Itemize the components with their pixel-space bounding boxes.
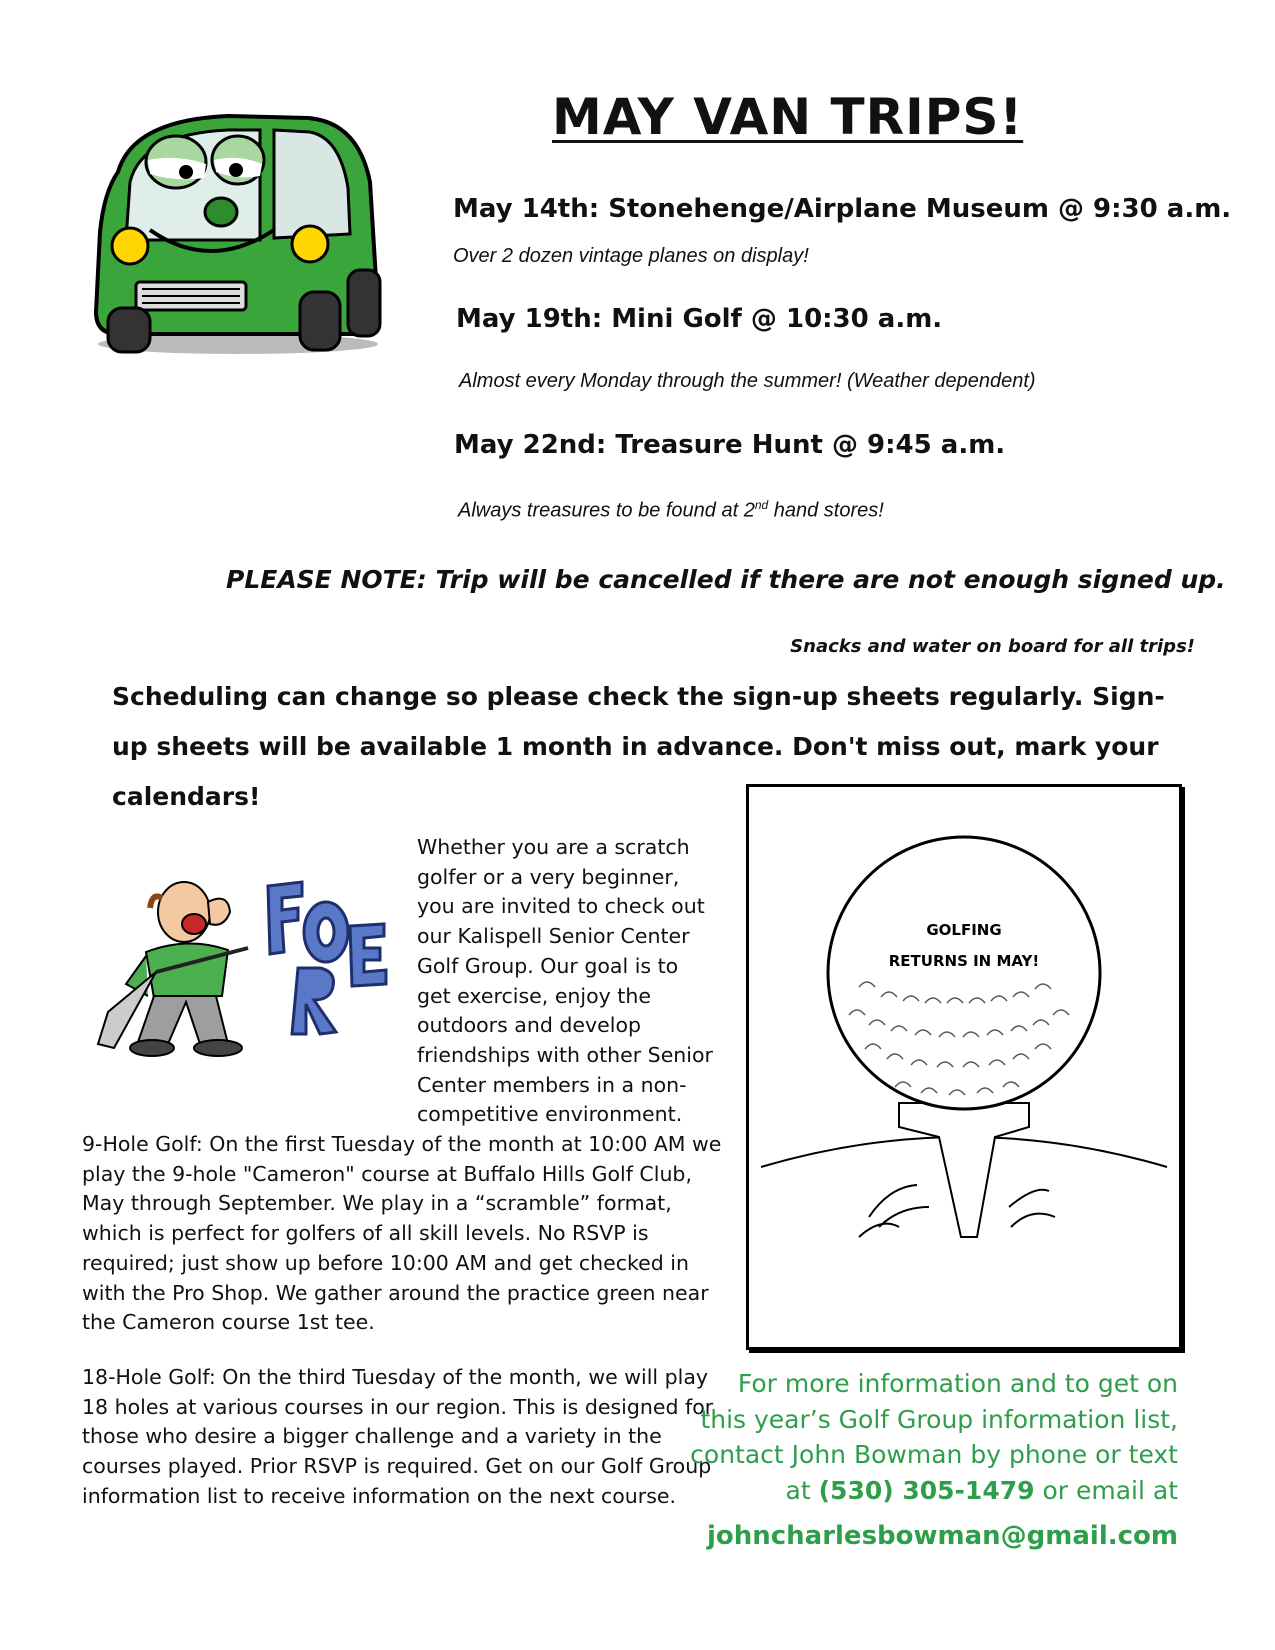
- trip-3-note: Always treasures to be found at 2nd hand stores!: [458, 498, 884, 522]
- page-title: MAY VAN TRIPS!: [552, 88, 1024, 146]
- trip-1-note: Over 2 dozen vintage planes on display!: [453, 245, 809, 267]
- trip-2-heading: May 19th: Mini Golf @ 10:30 a.m.: [456, 304, 943, 334]
- phone-number: (530) 305-1479: [818, 1475, 1035, 1505]
- trip-2-note: Almost every Monday through the summer! (Weather dependent): [459, 370, 1036, 392]
- fore-lettering: [268, 882, 386, 1034]
- ball-line-1: GOLFING: [926, 921, 1002, 939]
- contact-info: For more information and to get on this year’s Golf Group information list, contact John Bowman by phone or text at (530) 305-1479 or email at: [690, 1369, 1178, 1505]
- eighteen-hole-paragraph: 18-Hole Golf: On the third Tuesday of the month, we will play 18 holes at various courses in our region. This is designed for those who desire a bigger challenge and a variety in the courses played. Prior RSVP is required. Get on our Golf Group information list to receive information on the next course.: [82, 1365, 714, 1508]
- golfer-figure: [98, 882, 248, 1056]
- ball-line-2: RETURNS IN MAY!: [888, 952, 1040, 970]
- cancellation-note: PLEASE NOTE: Trip will be cancelled if there are not enough signed up.: [226, 565, 1226, 594]
- nine-hole-paragraph: 9-Hole Golf: On the first Tuesday of the month at 10:00 AM we play the 9-hole "Cameron" course at Buffalo Hills Golf Club, May through September. We play in a “scramble” format, which is perfect for golfers of all skill levels. No RSVP is required; just show up before 10:00 AM and get checked in with the Pro Shop. We gather around the practice green near the Cameron course 1st tee.: [82, 1132, 722, 1335]
- contact-email: johncharlesbowman@gmail.com: [706, 1521, 1178, 1551]
- golfer-fore-illustration: [88, 872, 408, 1072]
- trip-1-heading: May 14th: Stonehenge/Airplane Museum @ 9:30 a.m.: [453, 194, 1232, 224]
- golf-intro-paragraph: Whether you are a scratch golfer or a very beginner, you are invited to check out our Kalispell Senior Center Golf Group. Our goal is to get exercise, enjoy the outdoors and develop friendships with other Senior Center members in a non-competitive environment.: [417, 835, 713, 1127]
- fore-text: FORE: [318, 1062, 321, 1063]
- golf-ball-graphic: [746, 784, 1182, 1350]
- snacks-note: Snacks and water on board for all trips!: [790, 636, 1195, 657]
- trip-3-heading: May 22nd: Treasure Hunt @ 9:45 a.m.: [454, 430, 1006, 460]
- van-illustration: [78, 112, 398, 372]
- scheduling-paragraph: Scheduling can change so please check the sign-up sheets regularly. Sign-up sheets will be available 1 month in advance. Don't miss out, mark your calendars!: [112, 682, 1165, 811]
